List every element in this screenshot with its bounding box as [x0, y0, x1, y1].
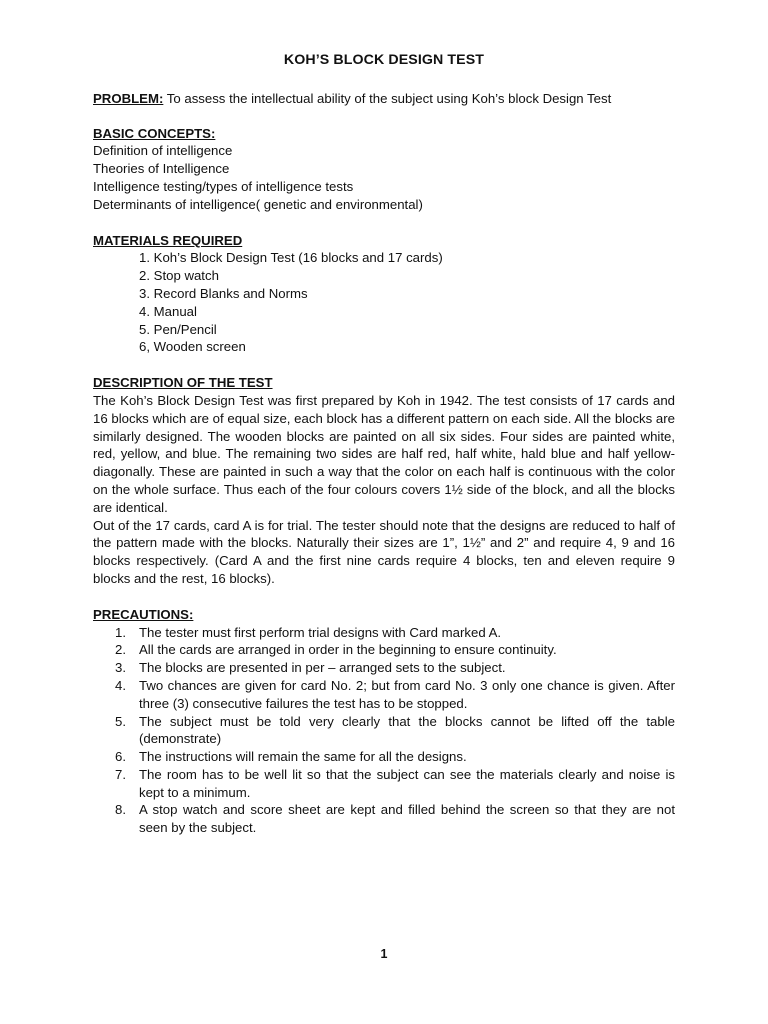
- material-item: 1. Koh’s Block Design Test (16 blocks and 17 cards): [139, 250, 443, 266]
- material-item: 3. Record Blanks and Norms: [139, 285, 308, 301]
- basic-concepts-section: [93, 125, 675, 214]
- concept-item: Intelligence testing/types of intelligence tests: [93, 178, 354, 194]
- concept-item: Determinants of intelligence( genetic and environmental): [93, 196, 423, 212]
- precaution-item: [93, 766, 675, 802]
- precaution-number: 7.: [115, 766, 126, 782]
- material-item: 6, Wooden screen: [139, 339, 246, 355]
- precaution-number: 1.: [115, 624, 126, 640]
- material-item: 5. Pen/Pencil: [139, 321, 217, 337]
- precaution-text: The subject must be told very clearly that the blocks cannot be lifted off the table (demonstrate): [139, 713, 675, 747]
- precautions-heading: PRECAUTIONS:: [93, 606, 194, 622]
- precaution-text: Two chances are given for card No. 2; but from card No. 3 only one chance is given. After three (3) consecutive failures the test has to be stopped.: [139, 677, 675, 711]
- concept-item: Definition of intelligence: [93, 143, 233, 159]
- document-title: KOH’S BLOCK DESIGN TEST: [283, 52, 485, 68]
- description-section: [93, 374, 675, 588]
- precaution-number: 6.: [115, 749, 126, 765]
- precaution-number: 3.: [115, 660, 126, 676]
- concept-item: Theories of Intelligence: [93, 161, 230, 177]
- precaution-text: The room has to be well lit so that the subject can see the materials clearly and noise is kept to a minimum.: [139, 766, 675, 800]
- materials-heading: MATERIALS REQUIRED: [93, 232, 243, 248]
- material-item: 2. Stop watch: [139, 268, 219, 284]
- precaution-item: [93, 659, 675, 677]
- precaution-item: [93, 624, 675, 642]
- precaution-item: [93, 748, 675, 766]
- precaution-item: [93, 641, 675, 659]
- problem-text: To assess the intellectual ability of the subject using Koh’s block Design Test: [163, 90, 612, 106]
- document-body: [93, 52, 675, 855]
- problem-section: [93, 90, 675, 108]
- precaution-number: 8.: [115, 802, 126, 818]
- precautions-list: [93, 624, 675, 838]
- precaution-item: [93, 677, 675, 713]
- description-paragraph: Out of the 17 cards, card A is for trial. The tester should note that the designs are reduced to half of the pattern made with the blocks. Naturally their sizes are 1”, 1½” and 2” and require 4, 9 and 16 blocks respectively. (Card A and the first nine cards require 4 blocks, ten and eleven require 9 blocks and the rest, 16 blocks).: [93, 517, 675, 586]
- precaution-item: [93, 713, 675, 749]
- description-paragraph: The Koh’s Block Design Test was first prepared by Koh in 1942. The test consists of 17 cards and 16 blocks which are of equal size, each block has a different pattern on each side. All the blocks are similarly designed. The wooden blocks are painted on all six sides. Four sides are painted white, red, yellow, and blue. The remaining two sides are half red, half white, hald blue and half yellow- diagonally. These are painted in such a way that the color on each half is continuous with the color on the whole surface. Thus each of the four colours covers 1½ side of the block, and all the blocks are identical.: [93, 392, 675, 515]
- problem-label: PROBLEM:: [93, 90, 164, 106]
- materials-section: [93, 232, 675, 357]
- materials-list: [93, 249, 675, 356]
- precaution-number: 4.: [115, 677, 126, 693]
- precaution-item: [93, 801, 675, 837]
- precautions-section: [93, 606, 675, 837]
- precaution-number: 2.: [115, 642, 126, 658]
- precaution-text: The tester must first perform trial designs with Card marked A.: [139, 624, 502, 640]
- basic-concepts-heading: BASIC CONCEPTS:: [93, 125, 216, 141]
- precaution-text: The instructions will remain the same for all the designs.: [139, 749, 467, 765]
- page-number: 1: [380, 947, 388, 961]
- description-heading: DESCRIPTION OF THE TEST: [93, 375, 273, 391]
- precaution-text: All the cards are arranged in order in the beginning to ensure continuity.: [139, 642, 557, 658]
- precaution-number: 5.: [115, 713, 126, 729]
- material-item: 4. Manual: [139, 303, 197, 319]
- precaution-text: The blocks are presented in per – arranged sets to the subject.: [139, 660, 506, 676]
- precaution-text: A stop watch and score sheet are kept and filled behind the screen so that they are not seen by the subject.: [139, 802, 675, 836]
